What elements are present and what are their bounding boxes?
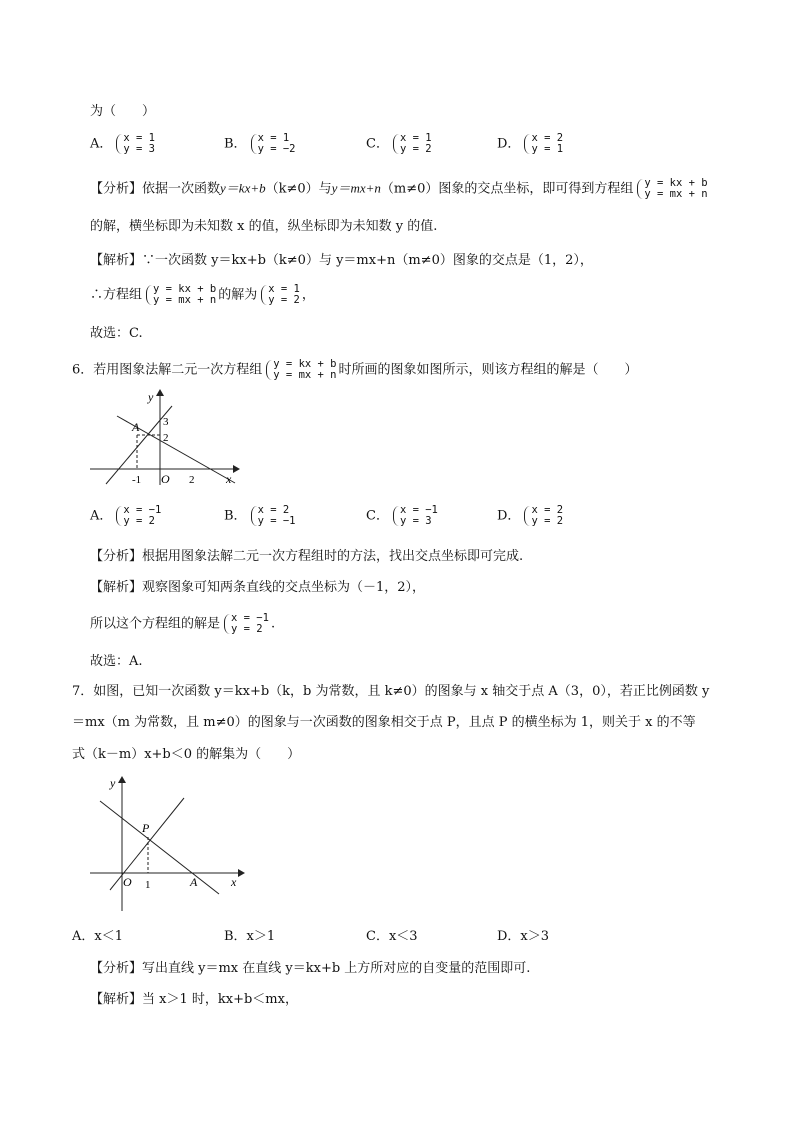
q6-analysis: 【分析】根据用图象法解二元一次方程组时的方法，找出交点坐标即可完成.: [90, 549, 524, 564]
origin-label: O: [123, 875, 132, 889]
q5-analysis-line2: 的解，横坐标即为未知数 x 的值，纵坐标即为未知数 y 的值.: [90, 219, 438, 234]
y-axis-arrow-icon: [156, 389, 164, 396]
equation-system: x = −1 y = 2: [222, 613, 269, 635]
q5-option-c[interactable]: [366, 133, 434, 155]
equation-system: y = kx + b y = mx + n: [635, 178, 707, 200]
q6-solution-line2: 所以这个方程组的解是 x = −1 y = 2 .: [90, 612, 276, 635]
equation-system: x = 2 y = 2: [522, 505, 563, 527]
q7-option-c[interactable]: C．x＜3: [366, 929, 418, 944]
y-label: y: [110, 776, 116, 790]
q7-graph: [86, 773, 246, 915]
equation-system: x = −1 y = 3: [391, 505, 438, 527]
q6-option-c[interactable]: [366, 505, 440, 527]
equation-system: x = 2 y = −1: [249, 505, 296, 527]
q5-solution-line2: ∴方程组 y = kx + b y = mx + n 的解为 x = 1 y = 2 ，: [90, 283, 315, 306]
x-label: x: [231, 875, 237, 889]
q7-stem-line2: ＝mx（m 为常数，且 m≠0）的图象与一次函数的图象相交于点 P，且点 P 的横坐标为 1，则关于 x 的不等: [72, 715, 696, 730]
q6-option-b[interactable]: [224, 505, 298, 527]
equation-system: x = 1 y = 2: [259, 284, 300, 306]
tick-y2: 2: [163, 432, 169, 444]
option-letter: B．: [224, 508, 247, 524]
q6-stem: 6．若用图象法解二元一次方程组 y = kx + b y = mx + n 时所画的图象如图所示，则该方程组的解是（ ）: [72, 358, 638, 381]
q7-solution: 【解析】当 x＞1 时，kx+b＜mx，: [90, 992, 298, 1007]
equation-system: x = 1 y = 3: [114, 133, 155, 155]
equation-system: y = kx + b y = mx + n: [264, 359, 336, 381]
option-letter: D．: [497, 508, 521, 524]
x-label: x: [226, 472, 232, 486]
q5-solution-line1: 【解析】∵一次函数 y＝kx+b（k≠0）与 y＝mx+n（m≠0）图象的交点是（1，2），: [90, 253, 593, 268]
equation-system: x = 2 y = 1: [522, 133, 563, 155]
q5-option-b[interactable]: [224, 133, 298, 155]
line-mx: [110, 798, 184, 890]
point-p-label: P: [142, 821, 150, 835]
q5-analysis: 【分析】依据一次函数y＝kx+b（k≠0）与y＝mx+n（m≠0）图象的交点坐标，即可得到方程组 y = kx + b y = mx + n: [90, 177, 708, 200]
q7-stem-line3: 式（k－m）x+b＜0 的解集为（ ）: [72, 747, 301, 762]
option-letter: C．: [366, 508, 389, 524]
option-letter: A．: [90, 508, 113, 524]
tick-2: 2: [189, 474, 195, 486]
y-axis-arrow-icon: [118, 776, 126, 783]
q6-option-a[interactable]: [90, 505, 163, 527]
tick-3: 3: [163, 416, 169, 428]
tick-1: 1: [145, 879, 151, 891]
point-a-label: A: [190, 875, 198, 889]
tick-neg1: -1: [132, 474, 142, 486]
y-label: y: [148, 390, 154, 404]
q6-option-d[interactable]: [497, 505, 565, 527]
equation-system: x = 1 y = 2: [391, 133, 432, 155]
equation-system: y = kx + b y = mx + n: [144, 284, 216, 306]
q5-tail: 为（ ）: [90, 104, 156, 119]
option-letter: A．: [90, 136, 113, 152]
q7-option-b[interactable]: B．x＞1: [224, 929, 276, 944]
q5-option-d[interactable]: [497, 133, 565, 155]
q6-solution: 【解析】观察图象可知两条直线的交点坐标为（－1，2），: [90, 580, 426, 595]
q7-stem-line1: 7．如图，已知一次函数 y＝kx+b（k，b 为常数，且 k≠0）的图象与 x 轴交于点 A（3，0），若正比例函数 y: [72, 684, 710, 699]
option-letter: D．: [497, 136, 521, 152]
x-axis-arrow-icon: [233, 465, 240, 473]
q5-option-a[interactable]: [90, 133, 157, 155]
point-a-label: A: [132, 420, 140, 434]
option-letter: C．: [366, 136, 389, 152]
q7-option-a[interactable]: A．x＜1: [72, 929, 123, 944]
origin-label: O: [161, 472, 170, 486]
q6-graph: [85, 388, 240, 488]
q6-choose: 故选：A.: [90, 654, 143, 669]
x-axis-arrow-icon: [238, 869, 245, 877]
q5-choose: 故选：C.: [90, 326, 143, 341]
equation-system: x = 1 y = −2: [249, 133, 296, 155]
option-letter: B．: [224, 136, 247, 152]
q7-option-d[interactable]: D．x＞3: [497, 929, 550, 944]
equation-system: x = −1 y = 2: [114, 505, 161, 527]
q7-analysis: 【分析】写出直线 y＝mx 在直线 y＝kx+b 上方所对应的自变量的范围即可.: [90, 961, 531, 976]
